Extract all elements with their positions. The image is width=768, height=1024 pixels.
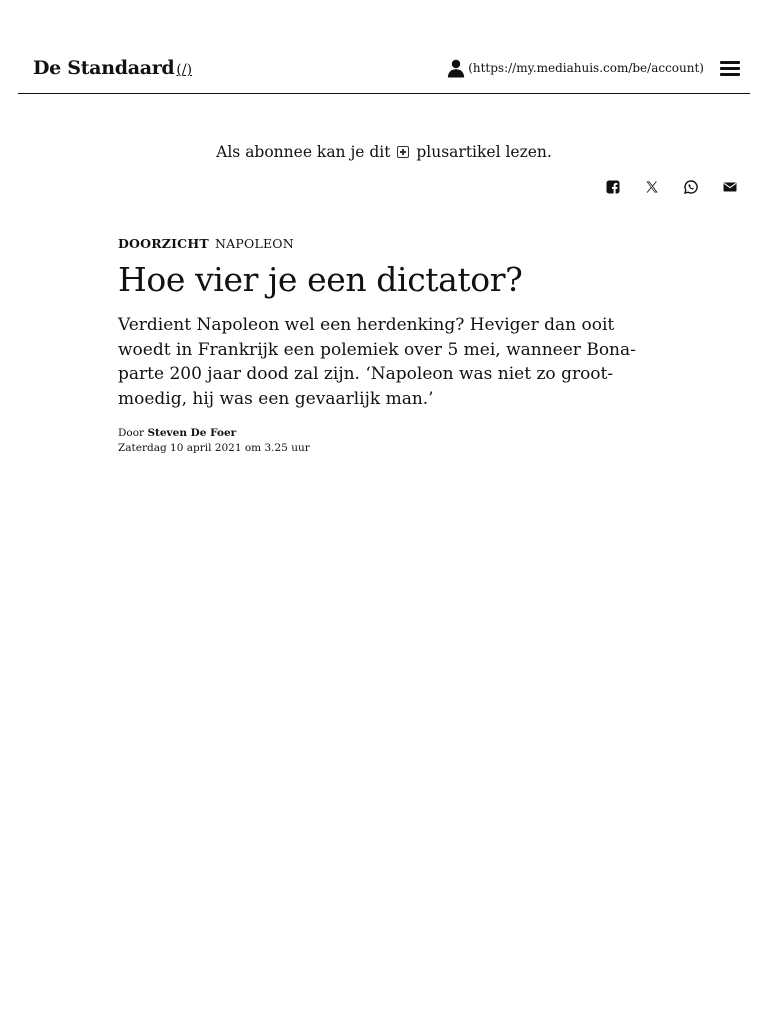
article-byline xyxy=(118,425,648,441)
share-mail-button[interactable] xyxy=(722,179,738,195)
share-facebook-button[interactable] xyxy=(605,179,621,195)
facebook-icon xyxy=(606,180,620,194)
whatsapp-icon xyxy=(684,180,698,194)
subscriber-notice xyxy=(0,143,768,161)
share-whatsapp-button[interactable] xyxy=(683,179,699,195)
article-title: Hoe vier je een dictator? xyxy=(118,260,523,299)
plus-article-icon xyxy=(397,146,409,158)
share-x-button[interactable] xyxy=(644,179,660,195)
article-kicker xyxy=(118,236,648,251)
share-bar xyxy=(605,179,738,195)
byline-prefix: Door xyxy=(118,427,145,439)
site-header xyxy=(18,48,750,94)
site-logo-link[interactable] xyxy=(33,57,192,79)
user-icon xyxy=(446,58,466,78)
notice-text-after: plusartikel lezen. xyxy=(416,143,552,161)
article-header xyxy=(118,236,648,456)
notice-text-before: Als abonnee kan je dit xyxy=(216,143,391,161)
hamburger-menu-icon[interactable] xyxy=(718,58,742,78)
article-lead: Verdient Napoleon wel een herdenking? Heviger dan ooit woedt in Frankrijk een polemiek over 5 mei, wanneer Bonaparte 200 jaar dood zal zijn. ‘Napoleon was niet zo grootmoedig, hij was een gevaarlijk man.’ xyxy=(118,315,636,409)
logo-href-text: (/) xyxy=(176,62,193,78)
mail-icon xyxy=(723,180,737,194)
x-icon xyxy=(645,180,659,194)
account-link-text: (https://my.mediahuis.com/be/account) xyxy=(468,61,704,75)
kicker-topic[interactable]: NAPOLEON xyxy=(215,236,294,251)
account-link[interactable] xyxy=(446,58,704,78)
kicker-type: DOORZICHT xyxy=(118,236,209,251)
site-logo: De Standaard xyxy=(33,57,175,79)
author-name[interactable]: Steven De Foer xyxy=(147,427,237,439)
article-date: Zaterdag 10 april 2021 om 3.25 uur xyxy=(118,442,310,454)
